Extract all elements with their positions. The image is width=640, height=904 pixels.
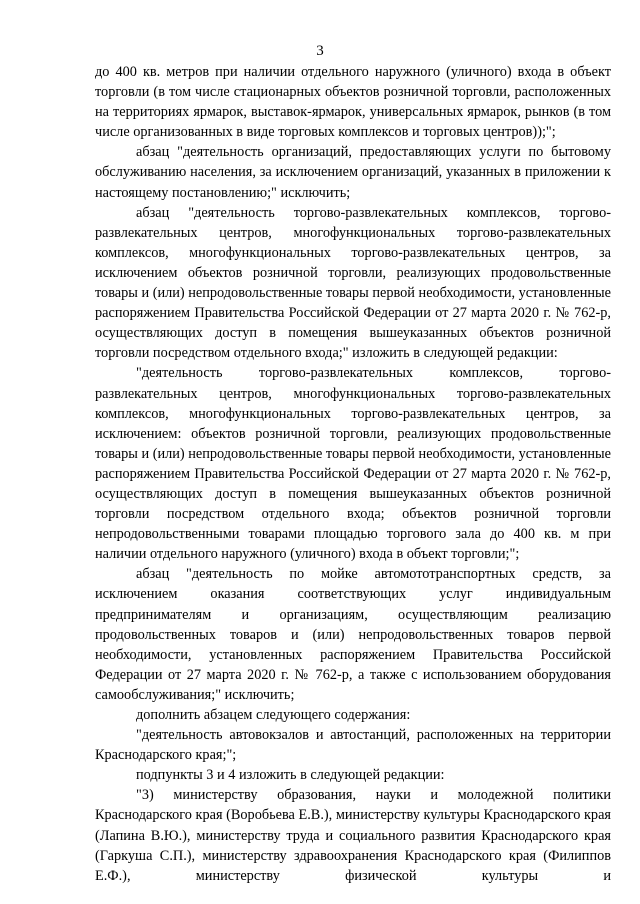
paragraph: абзац "деятельность торгово-развлекательных комплексов, торгово-развлекательных центров, многофункциональных торгово-развлекательных комплексов, многофункциональных торгово-развлекательных центров, за исключением объектов розничной торговли, реализующих продовольственные товары и (или) непродовольственные товары первой необходимости, установленные распоряжением Правительства Российской Федерации от 27 марта 2020 г. № 762-р, осуществляющих доступ в помещения вышеуказанных объектов розничной торговли посредством отдельного входа;" изложить в следующей редакции: xyxy=(95,204,611,362)
paragraph: "деятельность торгово-развлекательных комплексов, торгово-развлекательных центров, многофункциональных торгово-развлекательных комплексов, многофункциональных торгово-развлекательных центров, за исключением: объектов розничной торговли, реализующих продовольственные товары и (или) непродовольственные товары первой необходимости, установленные распоряжением Правительства Российской Федерации от 27 марта 2020 г. № 762-р, осуществляющих доступ в помещения вышеуказанных объектов розничной торговли посредством отдельного входа; объектов розничной торговли непродовольственными товарами площадью торгового зала до 400 кв. м при наличии отдельного наружного (уличного) входа в объект торговли;"; xyxy=(95,365,611,563)
document-body xyxy=(95,62,611,886)
paragraph: абзац "деятельность организаций, предоставляющих услуги по бытовому обслуживанию населения, за исключением организаций, указанных в приложении к настоящему постановлению;" исключить; xyxy=(95,144,611,201)
paragraph: до 400 кв. метров при наличии отдельного наружного (уличного) входа в объект торговли (в том числе стационарных объектов розничной торговли, расположенных на территориях ярмарок, выставок-ярмарок, универсальных ярмарок, рынков (в том числе организованных в виде торговых комплексов и торговых центров));"; xyxy=(95,64,611,141)
paragraph: "3) министерству образования, науки и молодежной политики Краснодарского края (Воробьева Е.В.), министерству культуры Краснодарского края (Лапина В.Ю.), министерству труда и социального развития Краснодарского края (Гаркуша С.П.), министерству здравоохранения Краснодарского края (Филиппов Е.Ф.), министерству физической культуры и xyxy=(95,787,611,884)
paragraph: "деятельность автовокзалов и автостанций, расположенных на территории Краснодарского края;"; xyxy=(95,727,611,764)
paragraph: абзац "деятельность по мойке автомототранспортных средств, за исключением оказания соответствующих услуг индивидуальным предпринимателям и организациям, осуществляющим реализацию продовольственных товаров и (или) непродовольственных товаров первой необходимости, установленных распоряжением Правительства Российской Федерации от 27 марта 2020 г. № 762-р, а также с использованием оборудования самообслуживания;" исключить; xyxy=(95,566,611,703)
paragraph: дополнить абзацем следующего содержания: xyxy=(136,707,411,723)
page-number: 3 xyxy=(316,43,324,59)
paragraph: подпункты 3 и 4 изложить в следующей редакции: xyxy=(136,767,445,784)
